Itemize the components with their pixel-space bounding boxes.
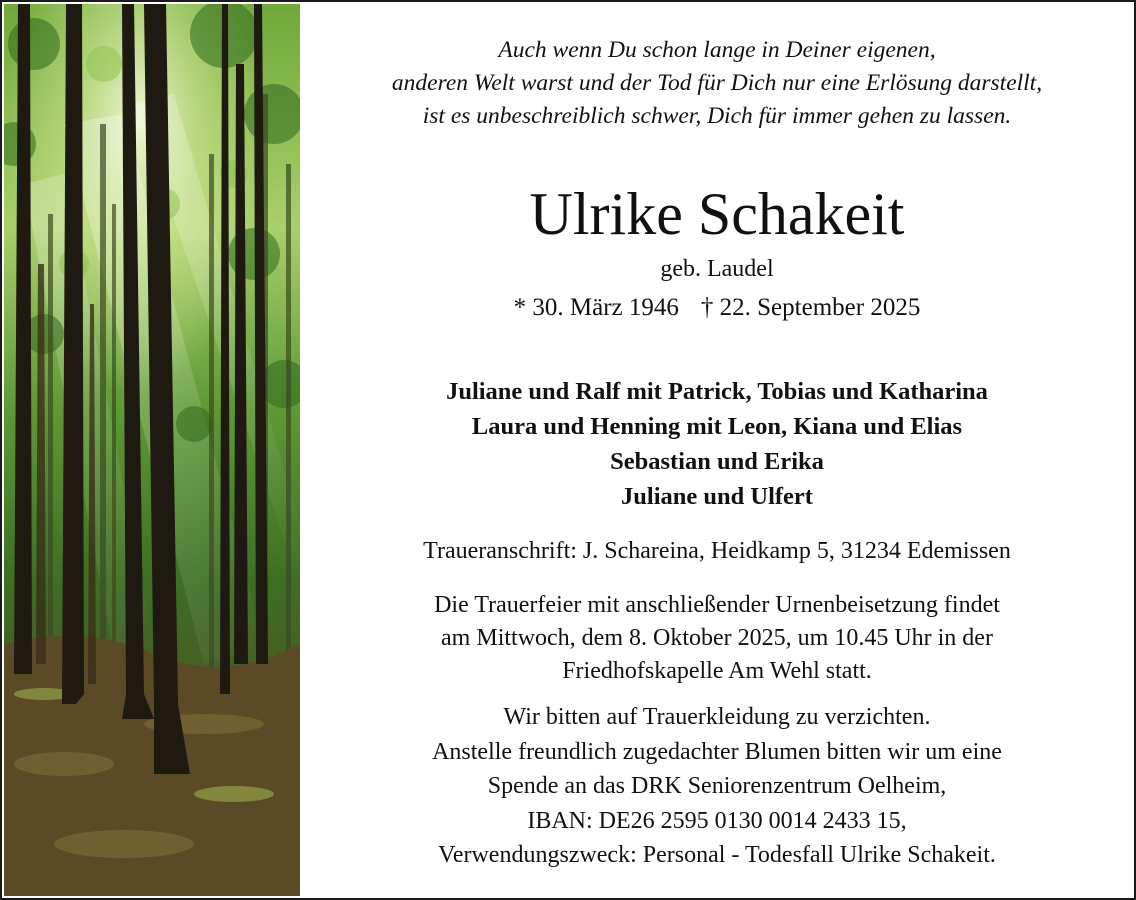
request-line: IBAN: DE26 2595 0130 0014 2433 15,	[527, 807, 907, 834]
forest-image-svg	[4, 4, 300, 896]
birth-date: * 30. März 1946	[513, 294, 679, 321]
forest-image	[4, 4, 300, 896]
request-line: Anstelle freundlich zugedachter Blumen bitten wir um eine	[432, 738, 1002, 765]
request-line: Spende an das DRK Seniorenzentrum Oelheim,	[487, 773, 947, 799]
quote-line: ist es unbeschreiblich schwer, Dich für immer gehen zu lassen.	[422, 103, 1012, 129]
life-dates	[302, 292, 1132, 324]
deceased-name: Ulrike Schakeit	[529, 181, 905, 247]
mourner-line: Juliane und Ralf mit Patrick, Tobias und Katharina	[446, 378, 988, 405]
mourner-line: Laura und Henning mit Leon, Kiana und Elias	[471, 413, 963, 440]
maiden-name: geb. Laudel	[660, 256, 774, 282]
notice-text	[302, 2, 1132, 898]
condolence-address: Traueranschrift: J. Schareina, Heidkamp 5, 31234 Edemissen	[423, 538, 1011, 564]
mourner-line: Sebastian und Erika	[610, 448, 824, 475]
ceremony-line: Friedhofskapelle Am Wehl statt.	[562, 658, 872, 684]
ceremony-line: Die Trauerfeier mit anschließender Urnenbeisetzung findet	[434, 592, 1000, 618]
death-date: † 22. September 2025	[700, 294, 921, 321]
funeral-details	[302, 589, 1132, 688]
memorial-quote	[302, 34, 1132, 133]
mourners-list	[302, 374, 1132, 514]
mourner-line: Juliane und Ulfert	[621, 483, 813, 510]
ceremony-line: am Mittwoch, dem 8. Oktober 2025, um 10.45 Uhr in der	[441, 625, 993, 651]
request-line: Wir bitten auf Trauerkleidung zu verzichten.	[503, 704, 931, 730]
quote-line: anderen Welt warst und der Tod für Dich nur eine Erlösung darstellt,	[391, 70, 1043, 96]
donation-request	[302, 700, 1132, 873]
request-line: Verwendungszweck: Personal - Todesfall Ulrike Schakeit.	[438, 842, 996, 868]
quote-line: Auch wenn Du schon lange in Deiner eigenen,	[498, 37, 936, 63]
